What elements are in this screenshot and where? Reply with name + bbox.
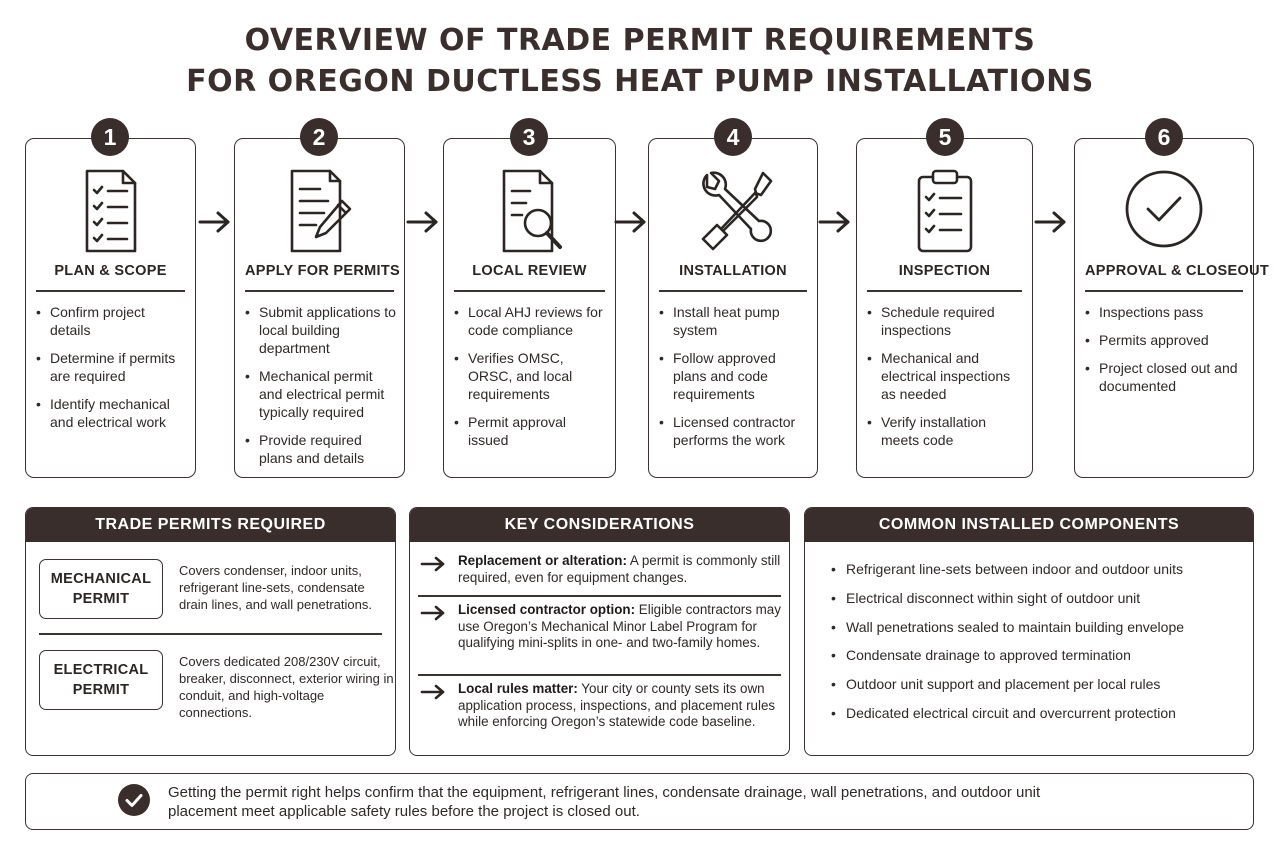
list-item: • Permit approval issued <box>454 413 609 449</box>
arrow-right-icon <box>818 210 852 234</box>
step-number-badge: 2 <box>300 118 338 156</box>
step-title: APPROVAL & CLOSEOUT <box>1085 263 1270 279</box>
list-item: • Outdoor unit support and placement per local rules <box>831 675 1243 704</box>
step-number-badge: 5 <box>926 118 964 156</box>
list-item: • Permits approved <box>1085 331 1247 349</box>
consideration-item <box>418 602 781 652</box>
permit-label-line: PERMIT <box>72 591 130 607</box>
step-card-apply-permits <box>234 138 405 478</box>
step-card-plan-scope <box>25 138 196 478</box>
list-item: • Licensed contractor performs the work <box>659 413 811 449</box>
divider <box>1085 290 1243 292</box>
arrow-right-icon <box>614 210 648 234</box>
components-panel <box>804 507 1254 756</box>
list-item: • Verifies OMSC, ORSC, and local requirements <box>454 349 609 403</box>
permit-label-line: MECHANICAL <box>50 571 152 587</box>
permit-label-line: ELECTRICAL <box>53 662 149 678</box>
arrow-right-icon <box>420 556 446 572</box>
step-title: INSTALLATION <box>679 263 787 279</box>
mechanical-permit-label <box>39 559 163 619</box>
step-title: INSPECTION <box>898 263 991 279</box>
footer-text: Getting the permit right helps confirm that the equipment, refrigerant lines, condensate drainage, wall penetrations, and outdoor unit placement meet applicable safety rules before the project is closed out. <box>168 784 1041 820</box>
list-item: • Provide required plans and details <box>245 431 398 467</box>
title-line-1: OVERVIEW OF TRADE PERMIT REQUIREMENTS <box>244 23 1036 58</box>
step-card-local-review <box>443 138 616 478</box>
step-bullets <box>454 303 609 459</box>
divider <box>659 290 807 292</box>
check-circle-icon <box>1075 167 1253 257</box>
consideration-text: A permit is commonly still required, even for equipment changes. <box>458 553 781 585</box>
divider <box>418 595 781 597</box>
consideration-text: Your city or county sets its own application process, inspections, and placement rules while enforcing Oregon’s statewide code baseline. <box>458 681 776 729</box>
check-circle-icon <box>118 784 150 816</box>
list-item: • Determine if permits are required <box>36 349 189 385</box>
step-bullets <box>659 303 811 459</box>
title-line-2: FOR OREGON DUCTLESS HEAT PUMP INSTALLATIONS <box>186 64 1094 99</box>
mechanical-permit-description: Covers condenser, indoor units, refrigerant line-sets, condensate drain lines, and wall penetrations. <box>179 563 372 612</box>
list-item: • Install heat pump system <box>659 303 811 339</box>
arrow-right-icon <box>420 605 446 621</box>
step-bullets <box>36 303 189 441</box>
consideration-lead: Replacement or alteration: <box>458 553 627 568</box>
consideration-lead: Local rules matter: <box>458 681 578 696</box>
document-search-icon <box>444 167 615 257</box>
wrench-screwdriver-icon <box>649 167 817 257</box>
list-item: • Mechanical and electrical inspections as needed <box>867 349 1026 403</box>
arrow-right-icon <box>406 210 440 234</box>
step-number-badge: 6 <box>1145 118 1183 156</box>
list-item: • Inspections pass <box>1085 303 1247 321</box>
list-item: • Project closed out and documented <box>1085 359 1247 395</box>
divider <box>418 674 781 676</box>
panel-heading: TRADE PERMITS REQUIRED <box>26 508 395 542</box>
list-item: • Confirm project details <box>36 303 189 339</box>
panel-heading: KEY CONSIDERATIONS <box>410 508 789 542</box>
consideration-text: Eligible contractors may use Oregon’s Mechanical Minor Label Program for qualifying mini-splits in one- and two-family homes. <box>458 602 781 650</box>
divider <box>39 633 382 635</box>
step-card-approval-closeout <box>1074 138 1270 478</box>
list-item: • Wall penetrations sealed to maintain building envelope <box>831 618 1243 647</box>
step-card-installation <box>648 138 818 478</box>
consideration-item <box>418 681 781 731</box>
consideration-lead: Licensed contractor option: <box>458 602 636 617</box>
consideration-item <box>418 553 781 586</box>
list-item: • Dedicated electrical circuit and overcurrent protection <box>831 704 1243 733</box>
arrow-right-icon <box>1034 210 1068 234</box>
list-item: • Identify mechanical and electrical work <box>36 395 189 431</box>
arrow-right-icon <box>198 210 232 234</box>
panel-heading: COMMON INSTALLED COMPONENTS <box>805 508 1253 542</box>
step-bullets <box>867 303 1026 459</box>
divider <box>245 290 394 292</box>
document-pencil-icon <box>235 167 404 257</box>
step-number-badge: 3 <box>510 118 548 156</box>
footer-note <box>25 773 1254 830</box>
electrical-permit-description: Covers dedicated 208/230V circuit, breaker, disconnect, exterior wiring in conduit, and high-voltage connections. <box>179 654 394 720</box>
list-item: • Schedule required inspections <box>867 303 1026 339</box>
list-item: • Condensate drainage to approved termination <box>831 646 1243 675</box>
step-title: PLAN & SCOPE <box>54 263 167 279</box>
list-item: • Follow approved plans and code requirements <box>659 349 811 403</box>
list-item: • Electrical disconnect within sight of outdoor unit <box>831 589 1243 618</box>
step-bullets <box>245 303 398 477</box>
list-item: • Mechanical permit and electrical permit typically required <box>245 367 398 421</box>
divider <box>454 290 605 292</box>
step-card-inspection <box>856 138 1033 478</box>
step-title: LOCAL REVIEW <box>472 263 587 279</box>
trade-permits-panel <box>25 507 396 756</box>
checklist-icon <box>26 167 195 257</box>
step-number-badge: 4 <box>714 118 752 156</box>
components-list <box>831 560 1243 733</box>
list-item: • Local AHJ reviews for code compliance <box>454 303 609 339</box>
key-considerations-panel <box>409 507 790 756</box>
divider <box>867 290 1022 292</box>
page-title <box>0 20 1280 102</box>
arrow-right-icon <box>420 684 446 700</box>
list-item: • Submit applications to local building department <box>245 303 398 357</box>
step-title: APPLY FOR PERMITS <box>245 263 400 279</box>
clipboard-check-icon <box>857 167 1032 257</box>
permit-label-line: PERMIT <box>72 682 130 698</box>
list-item: • Verify installation meets code <box>867 413 1026 449</box>
divider <box>36 290 185 292</box>
list-item: • Refrigerant line-sets between indoor and outdoor units <box>831 560 1243 589</box>
step-number-badge: 1 <box>91 118 129 156</box>
step-bullets <box>1085 303 1247 405</box>
electrical-permit-label <box>39 650 163 710</box>
